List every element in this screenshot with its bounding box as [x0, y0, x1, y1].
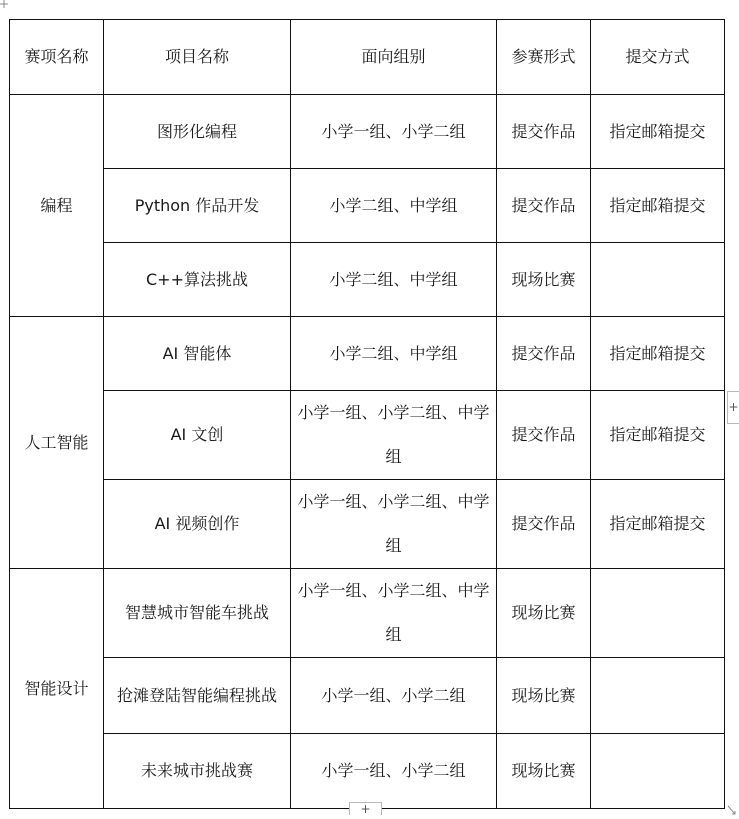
project-cell: C++算法挑战	[104, 243, 291, 317]
groups-cell: 小学二组、中学组	[291, 243, 497, 317]
project-cell: AI 智能体	[104, 317, 291, 391]
groups-cell: 小学二组、中学组	[291, 317, 497, 391]
format-cell: 现场比赛	[497, 569, 591, 658]
category-cell: 智能设计	[10, 569, 104, 809]
groups-cell: 小学一组、小学二组、中学组	[291, 569, 497, 658]
submission-cell: 指定邮箱提交	[591, 317, 725, 391]
project-cell: 抢滩登陆智能编程挑战	[104, 658, 291, 734]
format-cell: 提交作品	[497, 480, 591, 569]
header-cell-submission: 提交方式	[591, 20, 725, 95]
table-row	[10, 569, 725, 658]
category-cell: 编程	[10, 95, 104, 317]
header-cell-format: 参赛形式	[497, 20, 591, 95]
submission-cell: 指定邮箱提交	[591, 169, 725, 243]
header-cell-groups: 面向组别	[291, 20, 497, 95]
groups-cell: 小学一组、小学二组、中学组	[291, 391, 497, 480]
header-cell-project: 项目名称	[104, 20, 291, 95]
groups-cell: 小学一组、小学二组、中学组	[291, 480, 497, 569]
project-cell: 未来城市挑战赛	[104, 734, 291, 809]
add-column-button[interactable]	[727, 391, 739, 424]
plus-icon: +	[728, 400, 739, 414]
plus-icon: +	[360, 802, 371, 816]
groups-cell: 小学一组、小学二组	[291, 658, 497, 734]
table-row	[10, 243, 725, 317]
resize-corner-icon[interactable]	[727, 802, 736, 815]
header-cell-category: 赛项名称	[10, 20, 104, 95]
format-cell: 提交作品	[497, 317, 591, 391]
project-cell: 图形化编程	[104, 95, 291, 169]
competition-table	[9, 19, 725, 809]
table-row	[10, 169, 725, 243]
submission-cell	[591, 658, 725, 734]
project-cell: AI 文创	[104, 391, 291, 480]
format-cell: 现场比赛	[497, 734, 591, 809]
format-cell: 现场比赛	[497, 658, 591, 734]
project-cell: Python 作品开发	[104, 169, 291, 243]
submission-cell	[591, 569, 725, 658]
project-cell: AI 视频创作	[104, 480, 291, 569]
table-row	[10, 317, 725, 391]
category-cell: 人工智能	[10, 317, 104, 569]
format-cell: 现场比赛	[497, 243, 591, 317]
format-cell: 提交作品	[497, 169, 591, 243]
format-cell: 提交作品	[497, 95, 591, 169]
groups-cell: 小学一组、小学二组	[291, 734, 497, 809]
table-header-row	[10, 20, 725, 95]
format-cell: 提交作品	[497, 391, 591, 480]
project-cell: 智慧城市智能车挑战	[104, 569, 291, 658]
table-row	[10, 391, 725, 480]
submission-cell	[591, 243, 725, 317]
table-row	[10, 658, 725, 734]
table-row	[10, 480, 725, 569]
submission-cell	[591, 734, 725, 809]
submission-cell: 指定邮箱提交	[591, 95, 725, 169]
groups-cell: 小学二组、中学组	[291, 169, 497, 243]
add-row-button[interactable]	[349, 802, 382, 815]
submission-cell: 指定邮箱提交	[591, 391, 725, 480]
submission-cell: 指定邮箱提交	[591, 480, 725, 569]
groups-cell: 小学一组、小学二组	[291, 95, 497, 169]
table-move-handle-icon[interactable]	[0, 0, 8, 8]
table-row	[10, 734, 725, 809]
table-row	[10, 95, 725, 169]
